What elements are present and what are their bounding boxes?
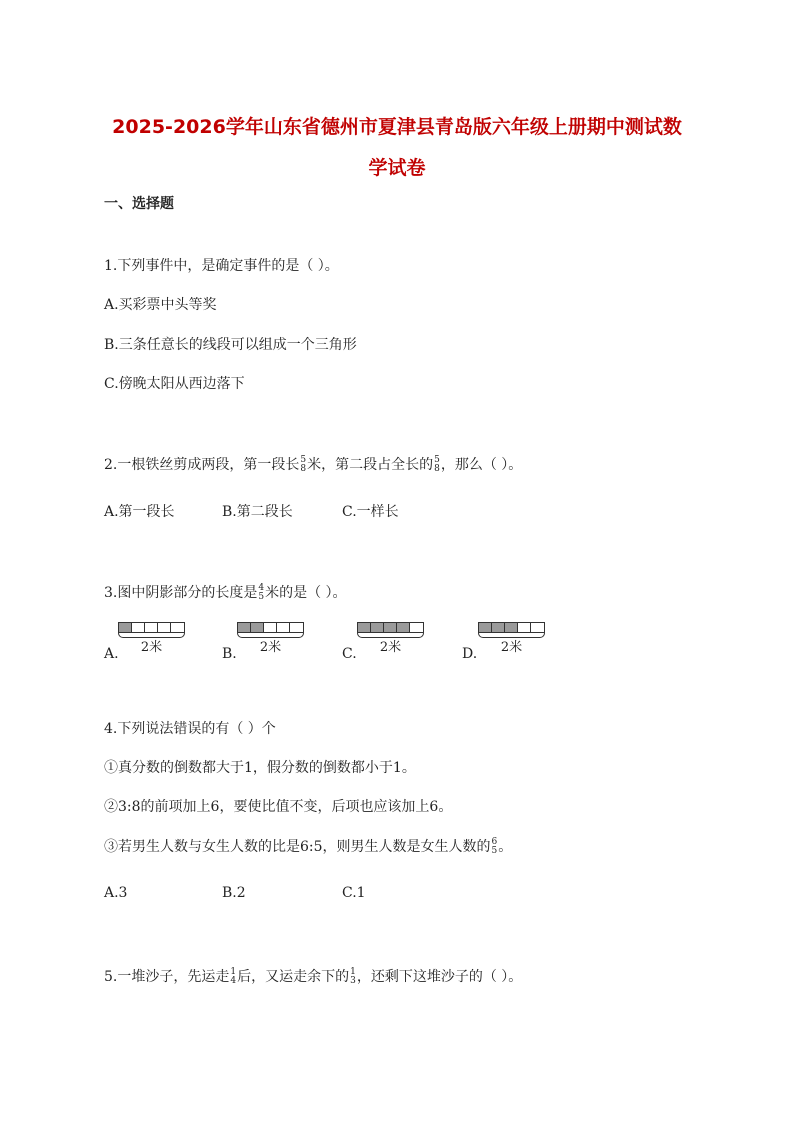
shaded-segment [492, 623, 505, 632]
q5-stem-post: ，还剩下这堆沙子的（ ）。 [356, 969, 523, 985]
q4-stem: 4.下列说法错误的有（ ）个 [104, 721, 276, 737]
q1-option-c: C.傍晚太阳从西边落下 [104, 376, 245, 392]
q4-fraction [492, 838, 498, 856]
q2-option-c: C.一样长 [342, 504, 399, 520]
q2-fraction-1 [300, 456, 306, 474]
q2-fraction-1-den: 8 [300, 464, 307, 474]
q5-fraction-1-num: 1 [230, 967, 237, 977]
q3-option-c-label: C. [342, 646, 357, 662]
q4-statement-1: ①真分数的倒数都大于1，假分数的倒数都小于1。 [104, 760, 416, 776]
empty-segment [290, 623, 303, 632]
q2-fraction-2-num: 5 [434, 455, 440, 465]
empty-segment [518, 623, 531, 632]
segment-row [357, 622, 424, 633]
q4-statement-3-post: 。 [498, 839, 513, 855]
q4-fraction-num: 6 [491, 837, 498, 847]
length-label: 2米 [259, 640, 282, 655]
empty-segment [410, 623, 423, 632]
segment-row [237, 622, 304, 633]
q5-stem [104, 966, 522, 986]
q3-option-d-bar [478, 622, 545, 655]
q3-option-b-label: B. [222, 646, 237, 662]
shaded-segment [119, 623, 132, 632]
empty-segment [531, 623, 544, 632]
q4-option-b: B.2 [222, 885, 246, 901]
shaded-segment [479, 623, 492, 632]
q4-statement-3 [104, 836, 512, 856]
q2-option-b: B.第二段长 [222, 504, 293, 520]
empty-segment [171, 623, 184, 632]
shaded-segment [397, 623, 410, 632]
q2-stem-post: ，那么（ ）。 [440, 457, 523, 473]
q4-statement-3-pre: ③若男生人数与女生人数的比是6:5，则男生人数是女生人数的 [104, 839, 491, 855]
shaded-segment [251, 623, 264, 632]
q5-fraction-2 [350, 968, 356, 986]
q2-fraction-2 [434, 456, 440, 474]
length-label: 2米 [140, 640, 163, 655]
q2-option-a: A.第一段长 [104, 504, 175, 520]
q1-option-b: B.三条任意长的线段可以组成一个三角形 [104, 337, 357, 353]
q5-fraction-1-den: 4 [230, 976, 237, 986]
q4-statement-2: ②3:8的前项加上6，要使比值不变，后项也应该加上6。 [104, 799, 453, 815]
q3-fraction-num: 4 [258, 583, 265, 593]
empty-segment [145, 623, 158, 632]
q3-stem-post: 米的是（ ）。 [265, 585, 347, 601]
empty-segment [132, 623, 145, 632]
shaded-segment [358, 623, 371, 632]
shaded-segment [238, 623, 251, 632]
q5-fraction-2-num: 1 [350, 967, 356, 977]
shaded-segment [371, 623, 384, 632]
q1-stem: 1.下列事件中，是确定事件的是（ ）。 [104, 258, 339, 274]
length-label: 2米 [500, 640, 523, 655]
section-heading: 一、选择题 [104, 196, 174, 212]
q3-fraction [258, 584, 264, 602]
q2-stem [104, 454, 522, 474]
q3-stem-pre: 3.图中阴影部分的长度是 [104, 585, 258, 601]
q3-option-a-label: A. [104, 646, 119, 662]
q4-option-a: A.3 [104, 885, 128, 901]
q3-option-c-bar [357, 622, 424, 655]
q2-fraction-2-den: 8 [434, 464, 440, 474]
q3-option-a-bar [118, 622, 185, 655]
q5-stem-mid: 后，又运走余下的 [237, 969, 350, 985]
q5-fraction-1 [230, 968, 236, 986]
segment-row [118, 622, 185, 633]
page-title-line-1: 2025-2026学年山东省德州市夏津县青岛版六年级上册期中测试数 [112, 116, 682, 138]
shaded-segment [505, 623, 518, 632]
q4-fraction-den: 5 [491, 846, 498, 856]
q2-stem-mid: 米，第二段占全长的 [307, 457, 434, 473]
q5-fraction-2-den: 3 [350, 976, 356, 986]
q2-fraction-1-num: 5 [300, 455, 307, 465]
length-label: 2米 [379, 640, 402, 655]
shaded-segment [384, 623, 397, 632]
empty-segment [264, 623, 277, 632]
q4-option-c: C.1 [342, 885, 366, 901]
page-title-line-2: 学试卷 [368, 157, 426, 179]
q2-stem-pre: 2.一根铁丝剪成两段，第一段长 [104, 457, 300, 473]
q1-option-a: A.买彩票中头等奖 [104, 297, 217, 313]
q3-option-b-bar [237, 622, 304, 655]
segment-row [478, 622, 545, 633]
empty-segment [158, 623, 171, 632]
q3-fraction-den: 5 [258, 592, 265, 602]
q3-option-d-label: D. [462, 646, 478, 662]
q3-stem [104, 582, 347, 602]
empty-segment [277, 623, 290, 632]
q5-stem-pre: 5.一堆沙子，先运走 [104, 969, 230, 985]
